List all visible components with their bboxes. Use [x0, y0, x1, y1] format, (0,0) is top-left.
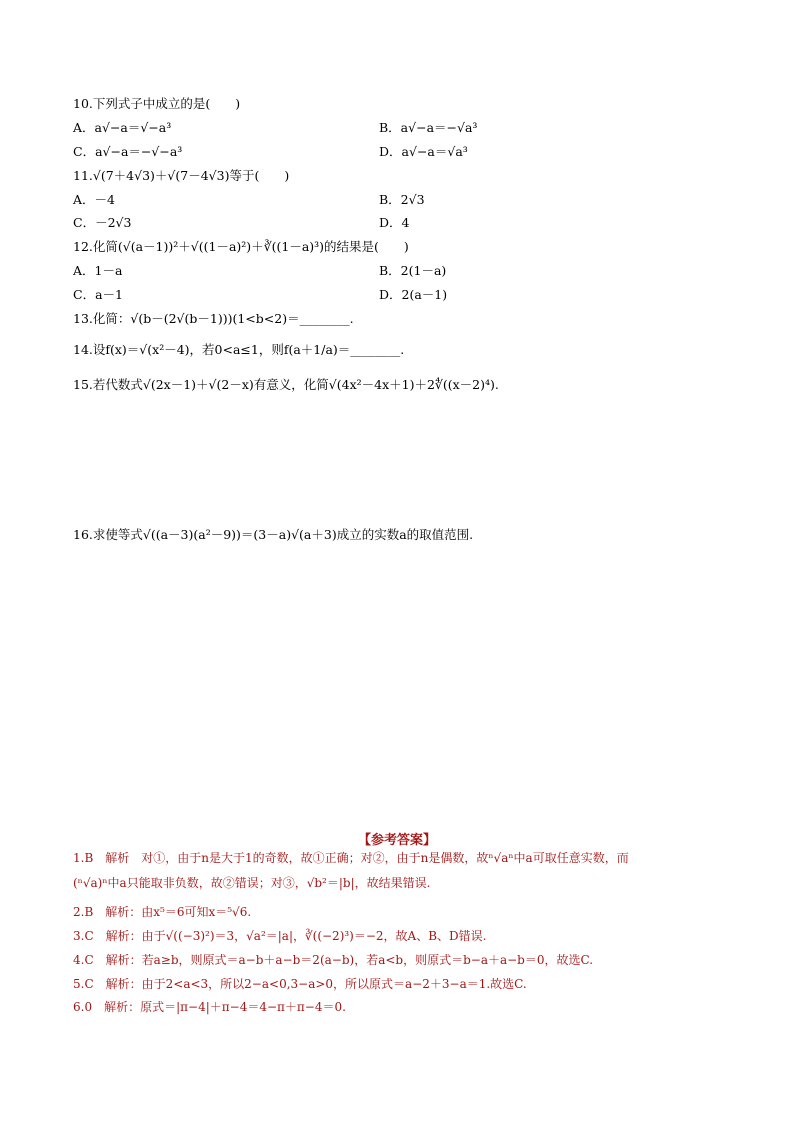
question-stem: 11.√(7＋4√3)＋√(7－4√3)等于( ) — [73, 168, 290, 183]
question-stem: 10.下列式子中成立的是( ) — [73, 96, 241, 111]
option-c: C．－2√3 — [73, 215, 132, 230]
option-a: A．－4 — [73, 192, 115, 207]
question-14: 14.设f(x)＝√(x²－4)，若0<a≤1，则f(a＋1/a)＝________. — [73, 342, 405, 357]
answer-key-heading: 【参考答案】 — [357, 833, 436, 848]
option-d: D．4 — [379, 215, 410, 230]
option-c: C．a√−a＝−√−a³ — [73, 144, 183, 159]
option-a: A．1－a — [73, 263, 123, 278]
option-d: D．2(a－1) — [379, 287, 448, 302]
option-b: B．2(1－a) — [379, 263, 447, 278]
answer-item: 1.B 解析 对①，由于n是大于1的奇数，故①正确；对②，由于n是偶数，故ⁿ√aⁿ中a可取任意实数，而 — [73, 851, 629, 865]
option-b: B．a√−a＝−√a³ — [379, 120, 478, 135]
answer-item: (ⁿ√a)ⁿ中a只能取非负数，故②错误；对③，√b²＝|b|，故结果错误. — [73, 876, 431, 890]
answer-item: 2.B 解析：由x⁵＝6可知x＝⁵√6. — [73, 905, 252, 919]
question-16: 16.求使等式√((a－3)(a²－9))＝(3－a)√(a＋3)成立的实数a的取值范围. — [73, 527, 474, 542]
option-a: A．a√−a＝√−a³ — [73, 120, 172, 135]
option-d: D．a√−a＝√a³ — [379, 144, 468, 159]
answer-item: 3.C 解析：由于√((−3)²)＝3，√a²＝|a|，∛((−2)³)＝−2，故A、B、D错误. — [73, 929, 487, 943]
question-15: 15.若代数式√(2x－1)＋√(2－x)有意义，化简√(4x²－4x＋1)＋2∜((x－2)⁴). — [73, 377, 499, 392]
answer-item: 6.0 解析：原式＝|π−4|＋π−4＝4−π＋π−4＝0. — [73, 1000, 346, 1014]
option-b: B．2√3 — [379, 192, 425, 207]
option-c: C．a－1 — [73, 287, 123, 302]
answer-item: 4.C 解析：若a≥b，则原式＝a−b＋a−b＝2(a−b)，若a<b，则原式＝b−a＋a−b＝0，故选C. — [73, 953, 594, 967]
answer-item: 5.C 解析：由于2<a<3，所以2−a<0,3−a>0，所以原式＝a−2＋3−a＝1.故选C. — [73, 977, 527, 991]
question-13: 13.化简：√(b－(2√(b－1)))(1<b<2)＝________. — [73, 311, 354, 326]
question-stem: 12.化简(√(a－1))²＋√((1－a)²)＋∛((1－a)³)的结果是( ) — [73, 239, 409, 254]
